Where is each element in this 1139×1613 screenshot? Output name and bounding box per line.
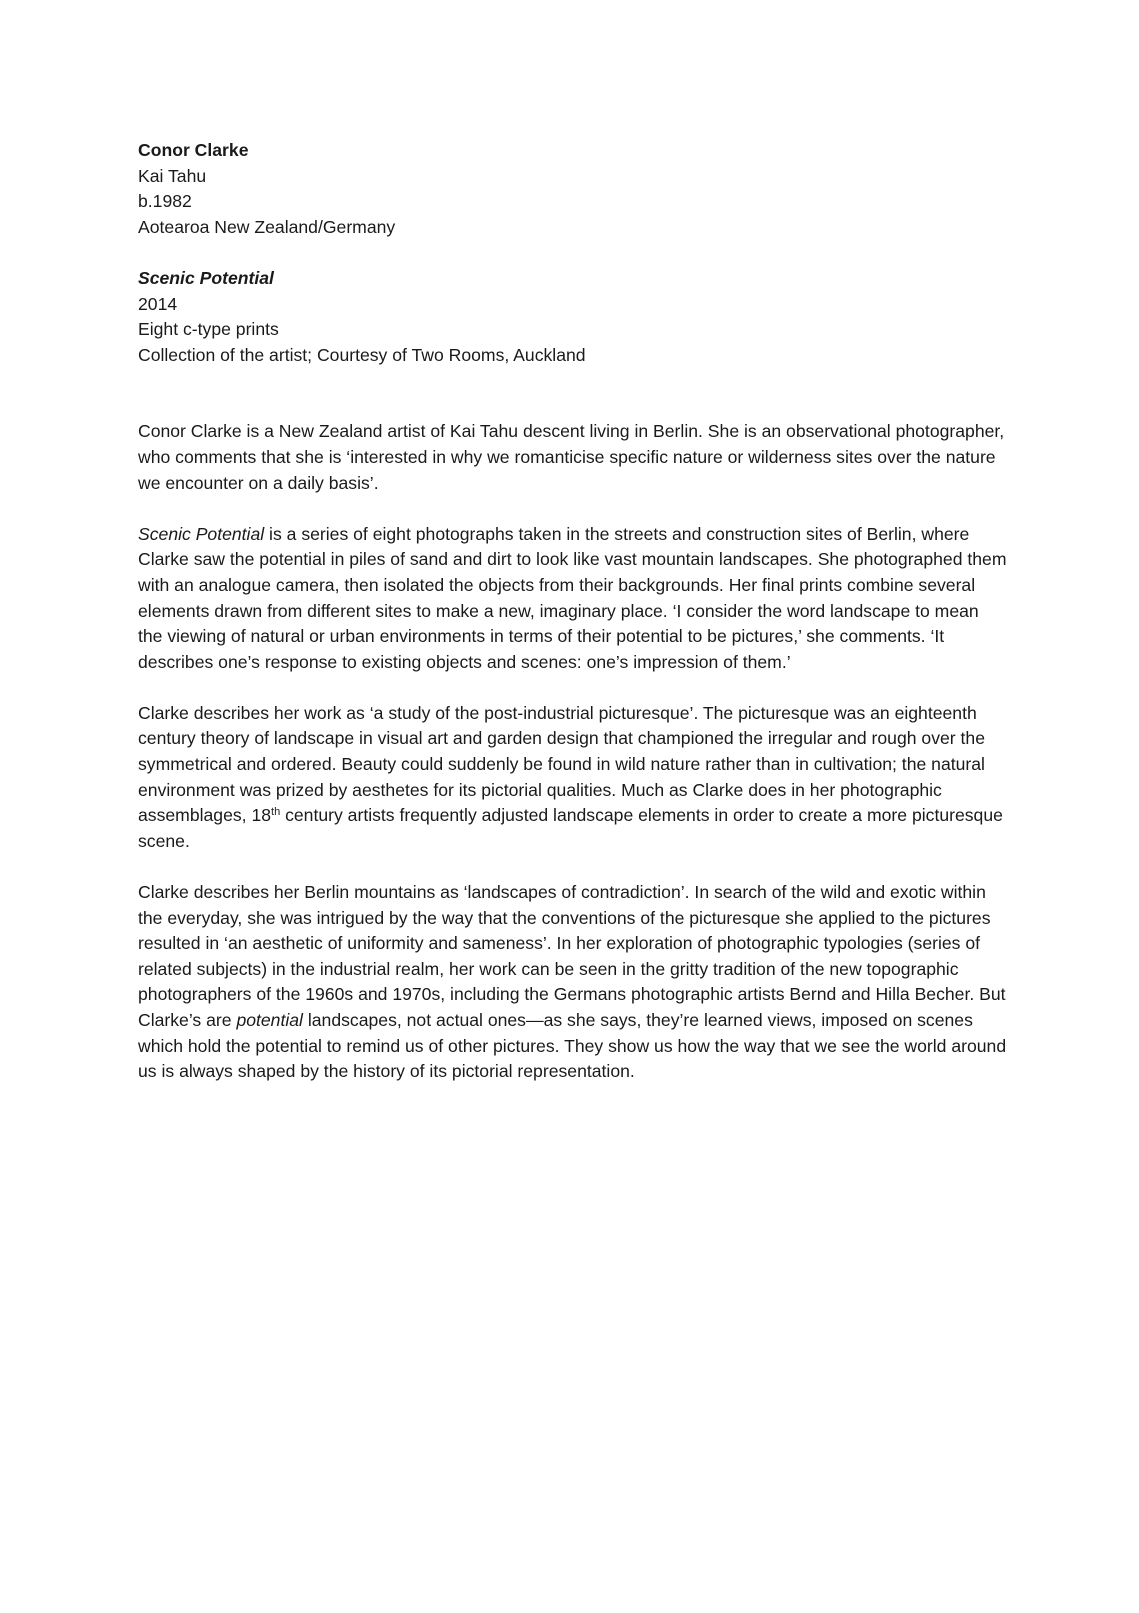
work-year: 2014 [138,293,178,314]
paragraph-2-text: is a series of eight photographs taken in the streets and construction sites of Berlin, where Clarke saw the potential in piles of sand and dirt to look like vast mountain landscapes. She photographed them with an analogue camera, then isolated the objects from their backgrounds. Her final prints combine several elements drawn from different sites to make a new, imaginary place. ‘I consider the word landscape to mean the viewing of natural or urban environments in terms of their potential to be pictures,’ she comments. ‘It describes one’s response to existing objects and scenes: one’s impression of them.’ [138,523,1007,672]
artist-iwi: Kai Tahu [138,165,207,186]
work-title: Scenic Potential [138,267,274,288]
artist-name: Conor Clarke [138,140,249,160]
paragraph-3-text-a: Clarke describes her work as ‘a study of the post-industrial picturesque’. The picturesque was an eighteenth century theory of landscape in visual art and garden design that championed the irregular and rough over the symmetrical and ordered. Beauty could suddenly be found in wild nature rather than in cultivation; the natural environment was prized by aesthetes for its pictorial qualities. Much as Clarke does in her photographic assemblages, 18 [138,702,985,826]
artist-location: Aotearoa New Zealand/Germany [138,216,396,237]
paragraph-4-text-b: landscapes, not actual ones—as she says, they’re learned views, imposed on scenes which hold the potential to remind us of other pictures. They show us how the way that we see the world around us is always shaped by the history of its pictorial representation. [138,1010,1007,1082]
paragraph-4-text-a: Clarke describes her Berlin mountains as ‘landscapes of contradiction’. In search of the wild and exotic within the everyday, she was intrigued by the way that the conventions of the picturesque she applied to the pictures resulted in ‘an aesthetic of uniformity and sameness’. In her exploration of photographic typologies (series of related subjects) in the industrial realm, her work can be seen in the gritty tradition of the new topographic photographers of the 1960s and 1970s, including the Germans photographic artists Bernd and Hilla Becher. But Clarke’s are [138,882,1006,1030]
paragraph-3-text-b: century artists frequently adjusted landscape elements in order to create a more picturesque scene. [138,805,1003,851]
artist-info [138,138,1008,240]
work-credit: Collection of the artist; Courtesy of Two Rooms, Auckland [138,344,586,365]
paragraph-3 [138,701,1008,855]
paragraph-4-emphasis: potential [236,1010,303,1030]
artist-born: b.1982 [138,191,192,212]
paragraph-4 [138,880,1008,1085]
paragraph-3-superscript: th [271,806,281,819]
document-content [138,138,1008,1085]
work-info [138,266,1008,368]
paragraph-2 [138,522,1008,676]
paragraph-2-title: Scenic Potential [138,523,265,544]
paragraph-1: Conor Clarke is a New Zealand artist of Kai Tahu descent living in Berlin. She is an observational photographer, who comments that she is ‘interested in why we romanticise specific nature or wilderness sites over the nature we encounter on a daily basis’. [138,421,1005,493]
work-medium: Eight c-type prints [138,319,279,340]
